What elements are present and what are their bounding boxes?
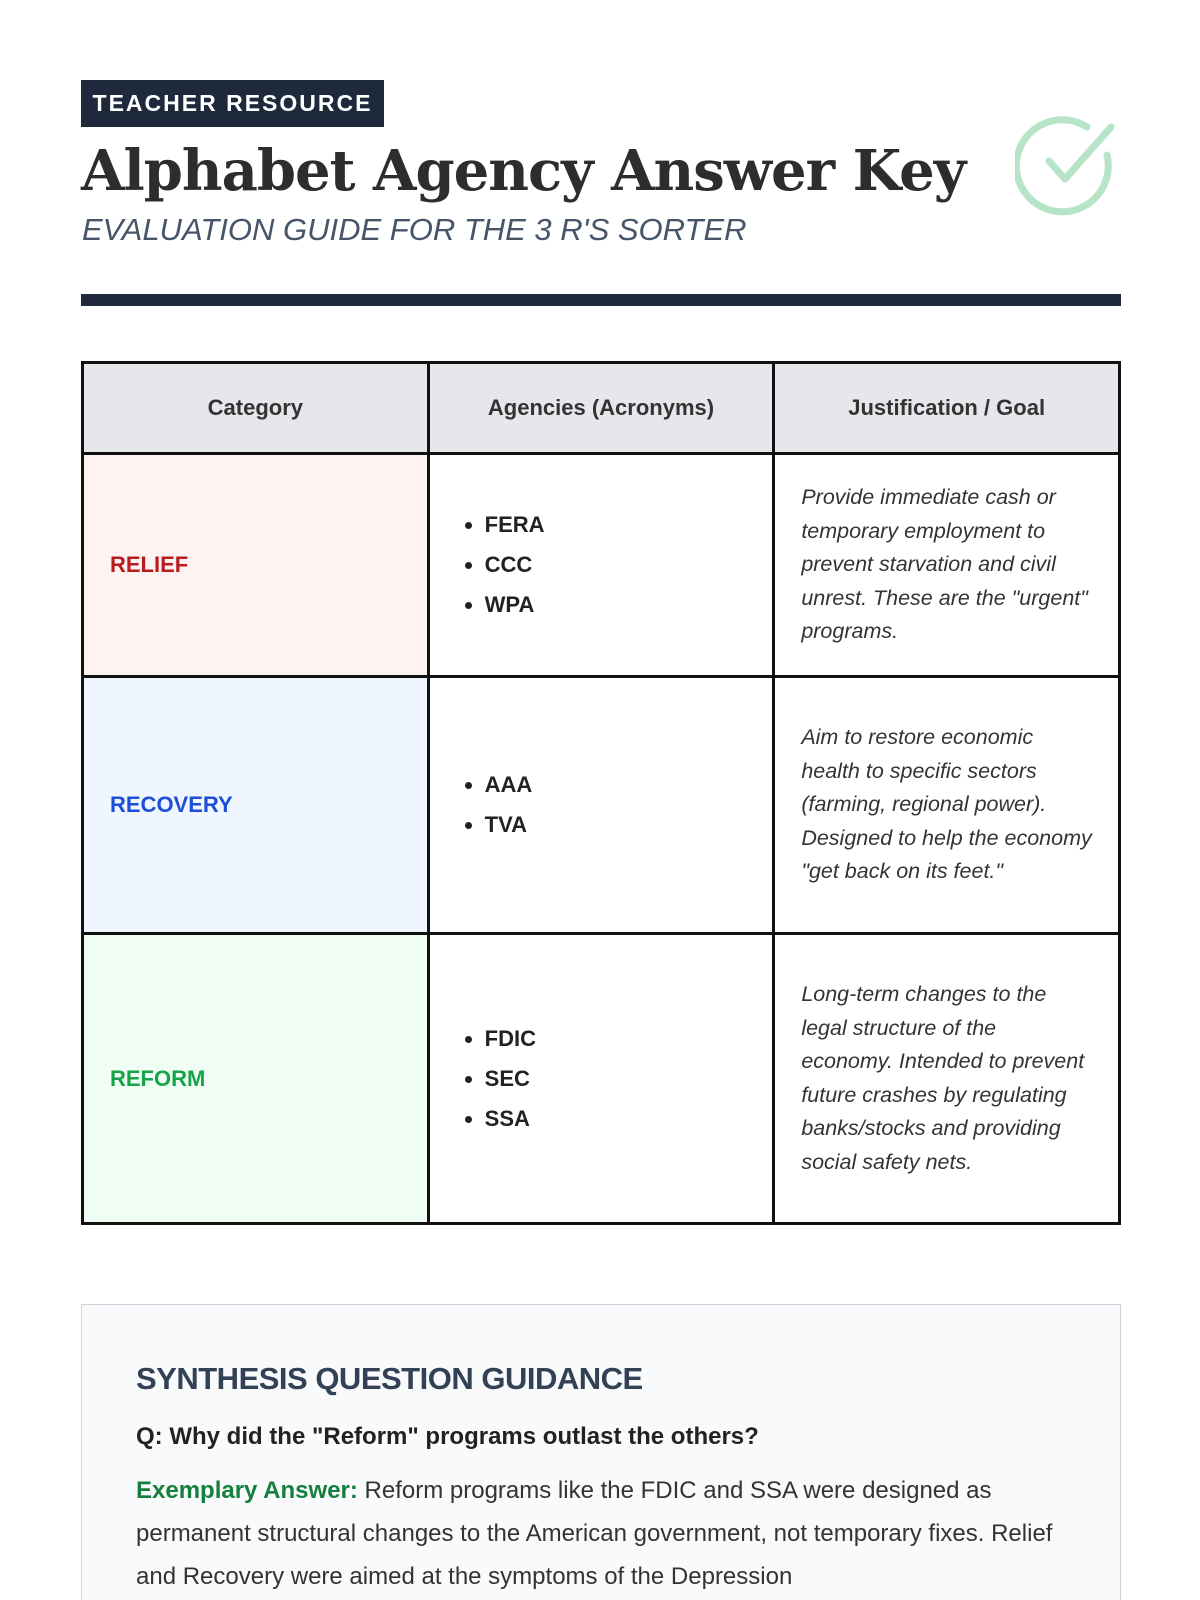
agency-item: • FDIC	[485, 1019, 747, 1059]
justification-cell: Long-term changes to the legal structure of the economy. Intended to prevent future crashes by regulating banks/stocks and providing social safety nets.	[774, 934, 1120, 1224]
agency-item: • FERA	[485, 505, 747, 545]
table-row	[83, 677, 1120, 934]
check-circle-icon	[1015, 115, 1119, 219]
agency-item: • SEC	[485, 1059, 747, 1099]
justification-cell: Aim to restore economic health to specific sectors (farming, regional power). Designed to help the economy "get back on its feet."	[774, 677, 1120, 934]
teacher-resource-badge: TEACHER RESOURCE	[81, 80, 384, 127]
agency-item: • SSA	[485, 1099, 747, 1139]
column-header: Category	[83, 363, 429, 454]
column-header: Agencies (Acronyms)	[428, 363, 774, 454]
agency-item: • AAA	[485, 765, 747, 805]
page-subtitle: EVALUATION GUIDE FOR THE 3 R'S SORTER	[82, 212, 747, 247]
category-reform: REFORM	[83, 934, 429, 1224]
answer-text: Reform programs like the FDIC and SSA were designed as permanent structural changes to the American government, not temporary fixes. Relief and Recovery were aimed at the symptoms of the Depression	[136, 1477, 1053, 1590]
category-recovery: RECOVERY	[83, 677, 429, 934]
column-header: Justification / Goal	[774, 363, 1120, 454]
agencies-cell	[428, 677, 774, 934]
agency-item: • CCC	[485, 545, 747, 585]
agency-item: • WPA	[485, 585, 747, 625]
category-relief: RELIEF	[83, 454, 429, 677]
table-row	[83, 454, 1120, 677]
header-divider	[81, 294, 1121, 306]
page-title: Alphabet Agency Answer Key	[81, 138, 966, 204]
answer-label: Exemplary Answer:	[136, 1477, 358, 1504]
justification-cell: Provide immediate cash or temporary employment to prevent starvation and civil unrest. These are the "urgent" programs.	[774, 454, 1120, 677]
agencies-cell	[428, 934, 774, 1224]
exemplary-answer	[136, 1469, 1066, 1598]
table-row	[83, 934, 1120, 1224]
synthesis-heading: SYNTHESIS QUESTION GUIDANCE	[136, 1361, 643, 1396]
synthesis-guidance-box	[81, 1304, 1121, 1600]
answer-key-table	[81, 361, 1121, 1225]
agencies-cell	[428, 454, 774, 677]
synthesis-question: Q: Why did the "Reform" programs outlast the others?	[136, 1423, 759, 1450]
agency-item: • TVA	[485, 805, 747, 845]
